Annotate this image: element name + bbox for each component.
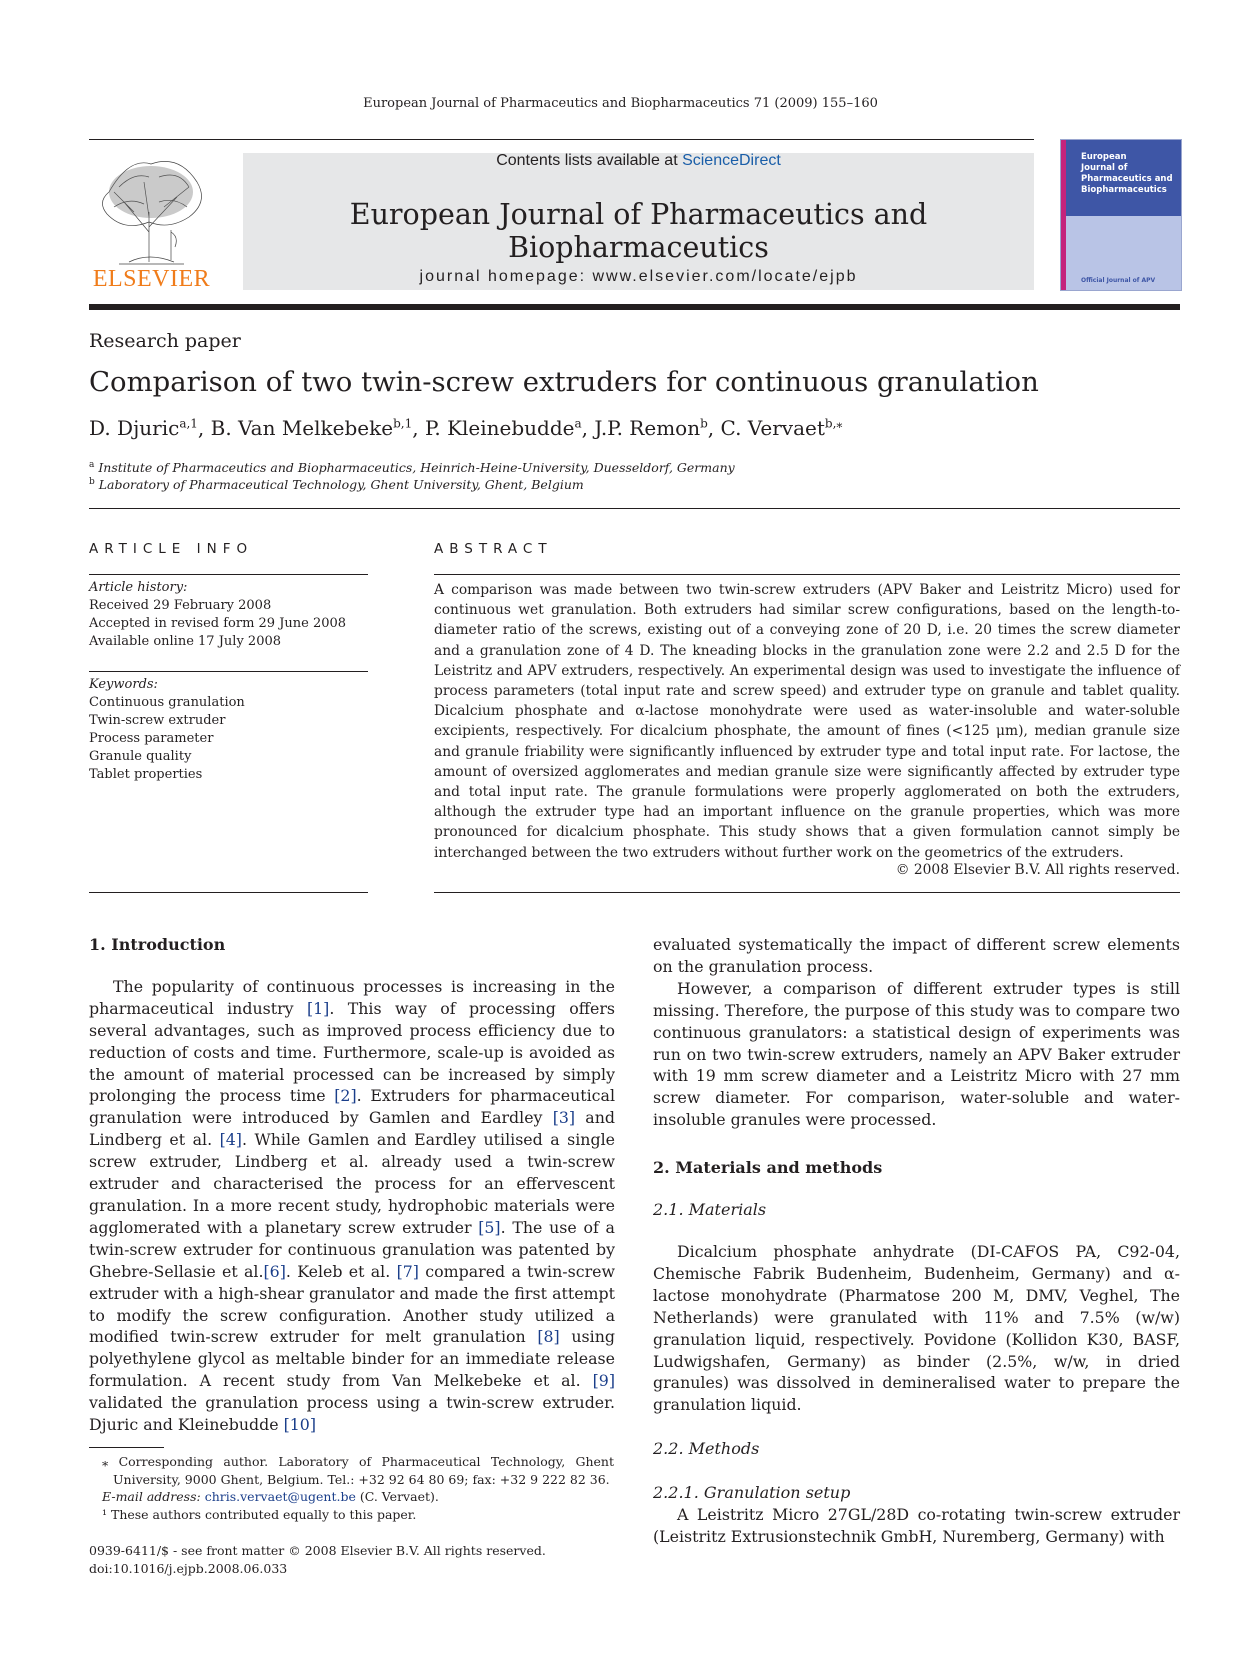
affil-text: Laboratory of Pharmaceutical Technology, Ghent University, Ghent, Belgium <box>98 477 584 493</box>
footnotes <box>89 1453 614 1523</box>
subsection-heading: 2.1. Materials <box>653 1200 767 1220</box>
journal-cover-thumbnail[interactable] <box>1060 139 1182 291</box>
footnote-rule <box>89 1447 164 1448</box>
citation-link[interactable]: [8] <box>537 1327 560 1347</box>
body-left-column <box>89 934 615 1436</box>
intro-paragraph: The popularity of continuous processes is increasing in the pharmaceutical industry [1]. This way of processing offers several advantages, such as improved process efficiency due to reduction of costs and time. Furthermore, scale-up is avoided as the amount of material processed can be increased by simply prolonging the process time [2]. Extruders for pharmaceutical granulation were introduced by Gamlen and Eardley [3] and Lindberg et al. [4]. While Gamlen and Eardley utilised a single screw extruder, Lindberg et al. already used a twin-screw extruder and characterised the process for an effervescent granulation. In a more recent study, hydrophobic materials were agglomerated with a planetary screw extruder [5]. The use of a twin-screw extruder for continuous granulation was patented by Ghebre-Sellasie et al.[6]. Keleb et al. [7] compared a twin-screw extruder with a high-shear granulator and made the first attempt to modify the screw configuration. Another study utilized a modified twin-screw extruder for melt granulation [8] using polyethylene glycol as meltable binder for an immediate release formulation. A recent study from Van Melkebeke et al. [9] validated the granulation process using a twin-screw extruder. Djuric and Kleinebudde [10] <box>89 976 616 1435</box>
title-rule <box>89 508 1180 509</box>
history-received: Received 29 February 2008 <box>89 598 272 613</box>
author-affil-mark: b,⁎ <box>824 416 843 431</box>
abstract-rule <box>434 574 1180 575</box>
affil-text: Institute of Pharmaceutics and Biopharmaceutics, Heinrich-Heine-University, Duesseldorf, Germany <box>98 460 735 476</box>
affiliation-a <box>89 460 735 475</box>
paragraph: A Leistritz Micro 27GL/28D co-rotating twin-screw extruder (Leistritz Extrusionstechnik GmbH, Nuremberg, Germany) with <box>653 1505 1180 1546</box>
affil-mark: b <box>89 477 95 487</box>
sciencedirect-link[interactable]: ScienceDirect <box>682 152 781 169</box>
keyword[interactable]: Continuous granulation <box>89 695 245 710</box>
keywords-label: Keywords: <box>89 677 158 692</box>
keywords-rule <box>89 671 368 672</box>
author-name[interactable]: C. Vervaet <box>720 416 825 440</box>
paper-type: Research paper <box>89 330 241 352</box>
subsubsection-heading: 2.2.1. Granulation setup <box>653 1483 851 1503</box>
paragraph: evaluated systematically the impact of different screw elements on the granulation process. <box>653 935 1180 976</box>
cover-title-line: Journal of <box>1081 163 1128 173</box>
citation-link[interactable]: [10] <box>283 1415 317 1435</box>
author-name[interactable]: P. Kleinebudde <box>424 416 575 440</box>
paper-title: Comparison of two twin-screw extruders for continuous granulation <box>89 366 1039 398</box>
citation-link[interactable]: [4] <box>219 1130 242 1150</box>
contents-line <box>243 152 1034 170</box>
front-matter <box>89 1542 614 1577</box>
author-affil-mark: b <box>700 416 708 431</box>
journal-citation: European Journal of Pharmaceutics and Biopharmaceutics 71 (2009) 155–160 <box>363 96 878 111</box>
cover-footer: Official Journal of APV <box>1081 277 1156 284</box>
keyword[interactable]: Twin-screw extruder <box>89 713 226 728</box>
history-online: Available online 17 July 2008 <box>89 634 282 649</box>
footnote-corresponding: ⁎ Corresponding author. Laboratory of Pharmaceutical Technology, Ghent University, 9000 Ghent, Belgium. Tel.: +32 92 64 80 69; fax: +32 9 222 82 36. <box>102 1454 614 1487</box>
history-accepted: Accepted in revised form 29 June 2008 <box>89 616 347 631</box>
subsection-heading: 2.2. Methods <box>653 1439 760 1459</box>
keywords <box>89 676 369 784</box>
contents-prefix: Contents lists available at <box>496 152 683 169</box>
author-name[interactable]: D. Djuric <box>89 416 180 440</box>
abstract-text: A comparison was made between two twin-screw extruders (APV Baker and Leistritz Micro) used for continuous wet granulation. Both extruders had similar screw configurations, based on the length-to-diameter ratio of the screws, existing out of a conveying zone of 20 D, i.e. 20 times the screw diameter and a granulation zone of 4 D. The kneading blocks in the granulation zone were 2.2 and 2.5 D for the Leistritz and APV extruders, respectively. An experimental design was used to investigate the influence of process parameters (total input rate and screw speed) and extruder type on granule and tablet quality. Dicalcium phosphate and α-lactose monohydrate were used as water-insoluble and water-soluble excipients, respectively. For dicalcium phosphate, the amount of fines (<125 μm), median granule size and granule friability were significantly influenced by extruder type and total input rate. For lactose, the amount of oversized agglomerates and median granule size were significantly affected by extruder type and total input rate. The granule formulations were properly agglomerated on both the extruders, although the extruder type had an important influence on the granule properties, which was more pronounced for dicalcium phosphate. This study shows that a given formulation cannot simply be interchanged between the two extruders without further work on the geometrics of the extruders. <box>434 582 1180 861</box>
citation-link[interactable]: [9] <box>592 1371 615 1391</box>
keyword[interactable]: Granule quality <box>89 749 192 764</box>
doi-line[interactable]: doi:10.1016/j.ejpb.2008.06.033 <box>89 1560 288 1576</box>
citation-link[interactable]: [2] <box>334 1086 357 1106</box>
keyword[interactable]: Tablet properties <box>89 767 203 782</box>
issn-line: 0939-6411/$ - see front matter © 2008 Elsevier B.V. All rights reserved. <box>89 1543 546 1558</box>
citation-link[interactable]: [5] <box>478 1217 501 1237</box>
article-history <box>89 579 369 651</box>
elsevier-wordmark: ELSEVIER <box>92 266 211 292</box>
abstract-bottom-rule <box>434 892 1180 893</box>
citation-link[interactable]: [1] <box>306 998 330 1018</box>
footnote-equal: ¹ These authors contributed equally to this paper. <box>102 1506 417 1522</box>
section-heading: 2. Materials and methods <box>653 1158 883 1178</box>
history-label: Article history: <box>89 580 188 595</box>
keyword[interactable]: Process parameter <box>89 731 214 746</box>
author-affil-mark: a,1 <box>179 416 198 431</box>
email-label: E-mail address: <box>102 1489 205 1504</box>
journal-homepage[interactable]: journal homepage: www.elsevier.com/locate/ejpb <box>419 268 858 285</box>
masthead-thick-rule <box>89 304 1180 310</box>
paragraph: Dicalcium phosphate anhydrate (DI-CAFOS PA, C92-04, Chemische Fabrik Budenheim, Budenheim, Germany) and α-lactose monohydrate (Pharmatose 200 M, DMV, Veghel, The Netherlands) were granulated with 11% and 7.5% (w/w) granulation liquid, respectively. Povidone (Kollidon K30, BASF, Ludwigshafen, Germany) as binder (2.5%, w/w, in dried granules) was dissolved in demineralised water to prepare the granulation liquid. <box>653 1241 1180 1415</box>
author-affil-mark: b,1 <box>393 416 413 431</box>
section-heading: 1. Introduction <box>89 935 226 954</box>
affil-mark: a <box>89 460 95 470</box>
author-affil-mark: a <box>574 416 582 431</box>
paragraph: However, a comparison of different extruder types is still missing. Therefore, the purpose of this study was to compare two continuous granulators: a statistical design of experiments was run on two twin-screw extruders, namely an APV Baker extruder with 19 mm screw diameter and a Leistritz Micro with 27 mm screw diameter. For comparison, water-soluble and water-insoluble granules were processed. <box>653 978 1180 1130</box>
cover-title <box>1081 152 1173 196</box>
article-info-bottom-rule <box>89 892 368 893</box>
author-list: D. Djuric$^{a,1}$, B. Van Melkebeke$^{b,1}$, P. Kleinebudde$^a$, J.P. Remon$^b$, C. Vervaet$^{b,⁎}$ <box>89 416 843 440</box>
cover-title-line: Pharmaceutics and <box>1081 174 1173 184</box>
email-suffix: (C. Vervaet). <box>355 1489 439 1504</box>
cover-title-line: European <box>1081 152 1127 162</box>
abstract-heading: ABSTRACT <box>434 541 553 557</box>
citation-link[interactable]: [6] <box>263 1261 286 1281</box>
author-name[interactable]: J.P. Remon <box>594 416 701 440</box>
citation-link[interactable]: [7] <box>396 1261 419 1281</box>
article-info-heading: ARTICLE INFO <box>89 541 254 557</box>
cover-title-line: Biopharmaceutics <box>1081 185 1167 195</box>
affiliation-b <box>89 477 584 492</box>
author-name[interactable]: B. Van Melkebeke <box>210 416 394 440</box>
footnote-email <box>89 1488 614 1506</box>
abstract-copyright: © 2008 Elsevier B.V. All rights reserved. <box>895 862 1180 878</box>
email-link[interactable]: chris.vervaet@ugent.be <box>204 1489 356 1504</box>
body-right-column <box>653 934 1180 1548</box>
article-info-rule <box>89 574 368 575</box>
citation-link[interactable]: [3] <box>552 1108 576 1128</box>
header-rule <box>89 139 1034 140</box>
journal-title: European Journal of Pharmaceutics and Biopharmaceutics <box>349 198 928 264</box>
